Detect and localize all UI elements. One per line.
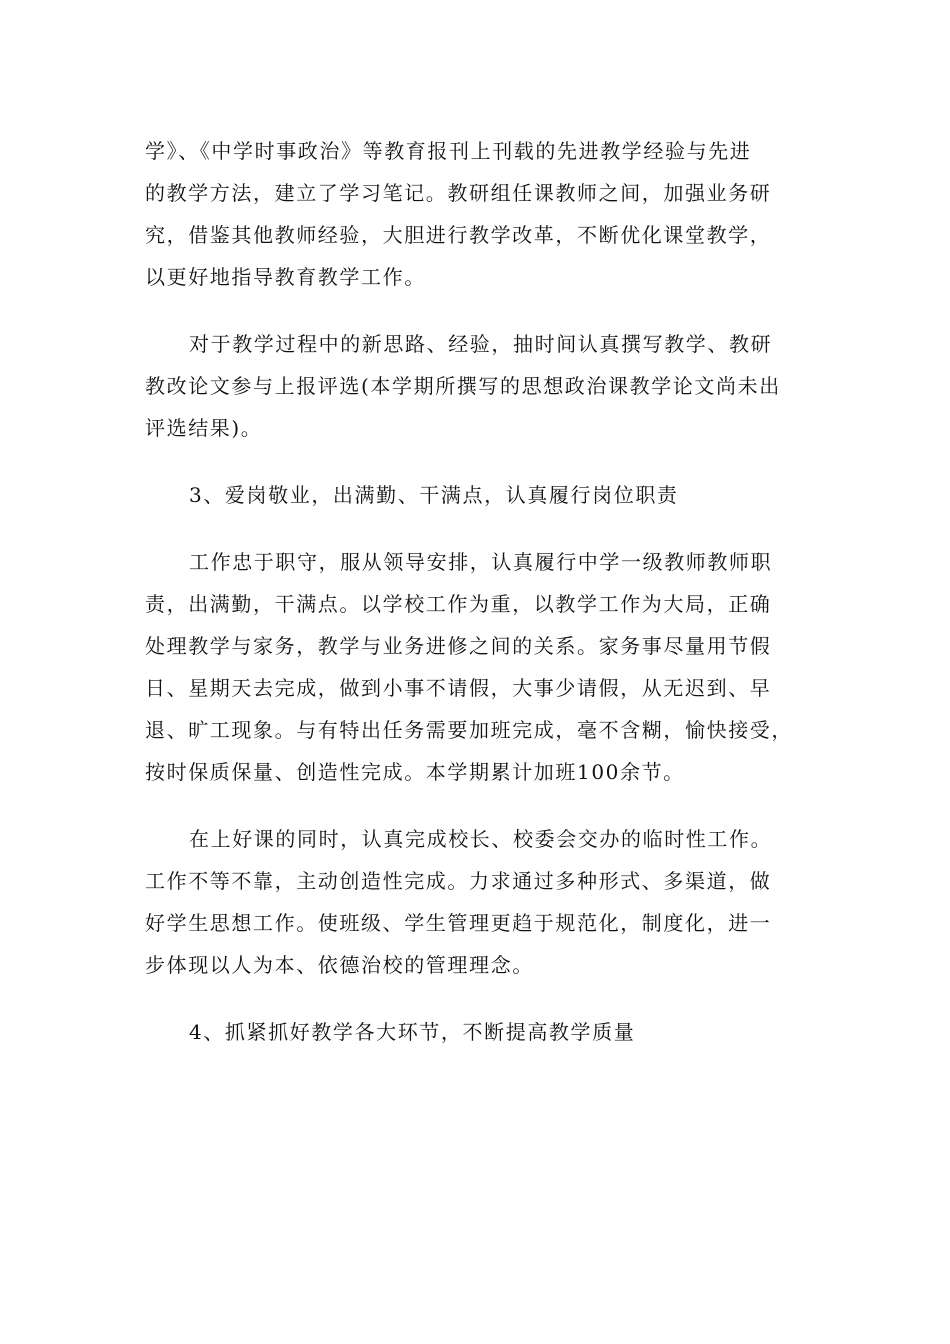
text-line: 按时保质保量、创造性完成。本学期累计加班100余节。 xyxy=(145,760,685,784)
text-line: 日、星期天去完成，做到小事不请假，大事少请假，从无迟到、早 xyxy=(145,676,772,700)
text-line: 教改论文参与上报评选(本学期所撰写的思想政治课教学论文尚未出 xyxy=(145,374,781,398)
paragraph-1 xyxy=(145,130,805,298)
text-line: 好学生思想工作。使班级、学生管理更趋于规范化，制度化，进一 xyxy=(145,911,772,935)
paragraph-2 xyxy=(145,323,805,449)
text-line: 退、旷工现象。与有特出任务需要加班完成，毫不含糊，愉快接受， xyxy=(145,718,793,742)
text-line: 的教学方法，建立了学习笔记。教研组任课教师之间，加强业务研 xyxy=(145,181,772,205)
section-heading-4: 4、抓紧抓好教学各大环节，不断提高教学质量 xyxy=(189,1020,636,1044)
text-line: 工作忠于职守，服从领导安排，认真履行中学一级教师教师职 xyxy=(189,550,773,574)
text-line: 以更好地指导教育教学工作。 xyxy=(145,265,426,289)
text-line: 在上好课的同时，认真完成校长、校委会交办的临时性工作。 xyxy=(189,827,773,851)
text-line: 究，借鉴其他教师经验，大胆进行教学改革，不断优化课堂教学， xyxy=(145,223,772,247)
text-line: 对于教学过程中的新思路、经验，抽时间认真撰写教学、教研 xyxy=(189,332,773,356)
text-line: 评选结果)。 xyxy=(145,416,263,440)
section-heading-3: 3、爱岗敬业，出满勤、干满点，认真履行岗位职责 xyxy=(189,483,679,507)
text-line: 处理教学与家务，教学与业务进修之间的关系。家务事尽量用节假 xyxy=(145,634,772,658)
paragraph-3 xyxy=(145,541,805,793)
text-line: 学》、《中学时事政治》等教育报刊上刊载的先进教学经验与先进 xyxy=(145,139,752,163)
text-line: 步体现以人为本、依德治校的管理理念。 xyxy=(145,953,534,977)
text-line: 工作不等不靠，主动创造性完成。力求通过多种形式、多渠道，做 xyxy=(145,869,772,893)
text-line: 责，出满勤，干满点。以学校工作为重，以教学工作为大局，正确 xyxy=(145,592,772,616)
paragraph-4 xyxy=(145,818,805,986)
document-body xyxy=(145,130,805,1078)
